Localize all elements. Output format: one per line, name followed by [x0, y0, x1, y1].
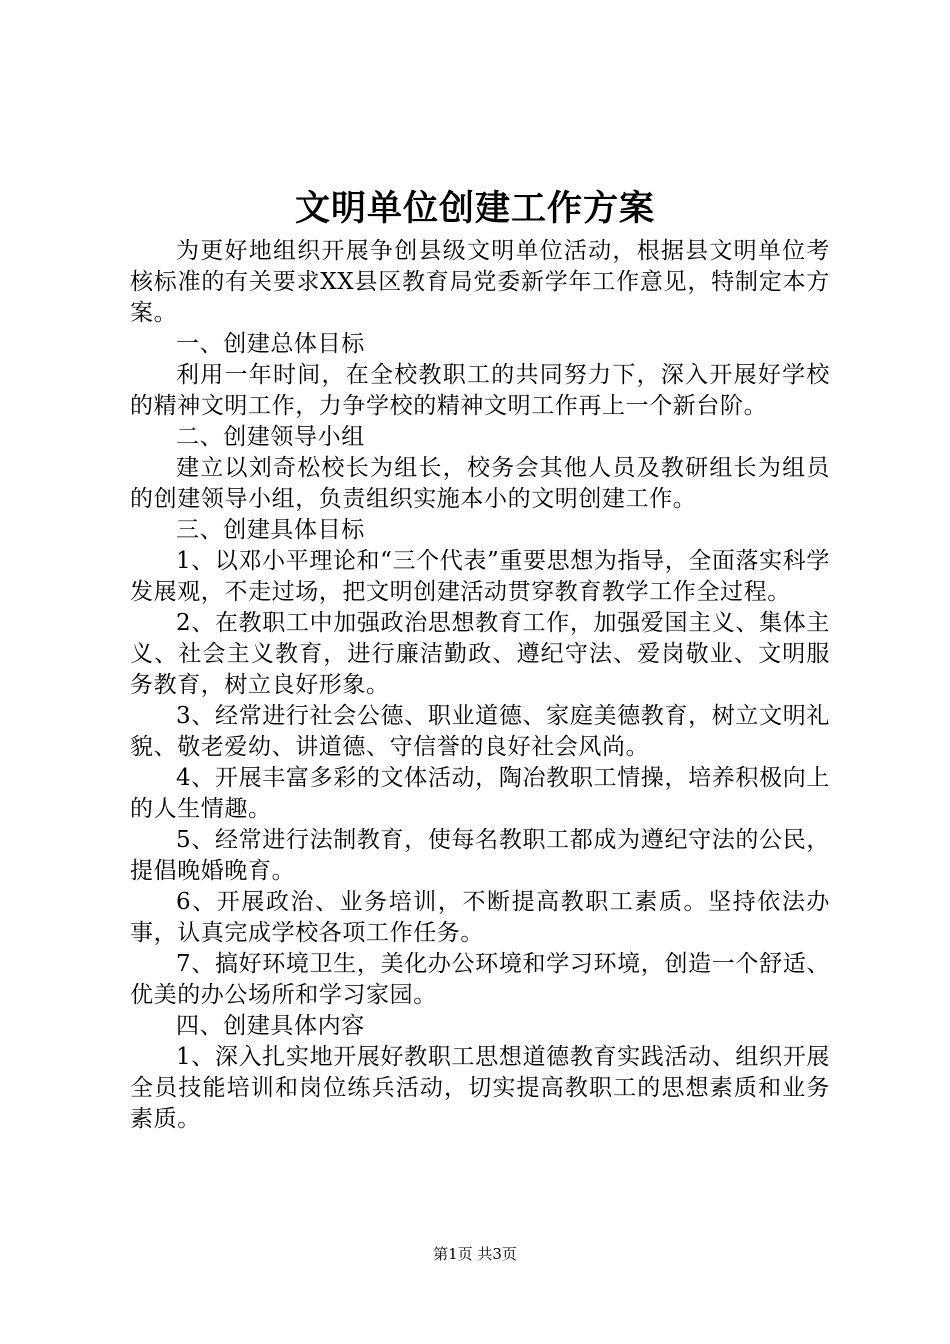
- goal-item-3: 3、经常进行社会公德、职业道德、家庭美德教育，树立文明礼貌、敬老爱幼、讲道德、守信誉的良好社会风尚。: [130, 703, 830, 760]
- section-heading-specific-goals: 三、创建具体目标: [176, 517, 365, 543]
- document-title: 文明单位创建工作方案: [294, 189, 655, 229]
- document-body: [130, 236, 830, 1135]
- page-number-footer: 第1页 共3页: [433, 1245, 517, 1263]
- section-heading-overall-goal: 一、创建总体目标: [176, 331, 365, 357]
- paragraph-leadership-group: 建立以刘奇松校长为组长，校务会其他人员及教研组长为组员的创建领导小组，负责组织实施本小的文明创建工作。: [130, 455, 830, 512]
- goal-item-6: 6、开展政治、业务培训，不断提高教职工素质。坚持依法办事，认真完成学校各项工作任务。: [130, 889, 830, 946]
- goal-item-7: 7、搞好环境卫生，美化办公环境和学习环境，创造一个舒适、优美的办公场所和学习家园。: [130, 951, 830, 1008]
- content-item-1: 1、深入扎实地开展好教职工思想道德教育实践活动、组织开展全员技能培训和岗位练兵活动，切实提高教职工的思想素质和业务素质。: [130, 1044, 830, 1132]
- paragraph-overall-goal: 利用一年时间，在全校教职工的共同努力下，深入开展好学校的精神文明工作，力争学校的精神文明工作再上一个新台阶。: [130, 362, 830, 419]
- goal-item-5: 5、经常进行法制教育，使每名教职工都成为遵纪守法的公民，提倡晚婚晚育。: [130, 827, 830, 884]
- section-heading-specific-content: 四、创建具体内容: [176, 1013, 365, 1039]
- goal-item-1: 1、以邓小平理论和“三个代表”重要思想为指导，全面落实科学发展观，不走过场，把文明创建活动贯穿教育教学工作全过程。: [130, 548, 830, 605]
- goal-item-2: 2、在教职工中加强政治思想教育工作，加强爱国主义、集体主义、社会主义教育，进行廉洁勤政、遵纪守法、爱岗敬业、文明服务教育，树立良好形象。: [130, 610, 830, 698]
- goal-item-4: 4、开展丰富多彩的文体活动，陶冶教职工情操，培养积极向上的人生情趣。: [130, 765, 830, 822]
- section-heading-leadership-group: 二、创建领导小组: [176, 424, 365, 450]
- intro-paragraph: 为更好地组织开展争创县级文明单位活动，根据县文明单位考核标准的有关要求XX县区教育局党委新学年工作意见，特制定本方案。: [130, 238, 830, 326]
